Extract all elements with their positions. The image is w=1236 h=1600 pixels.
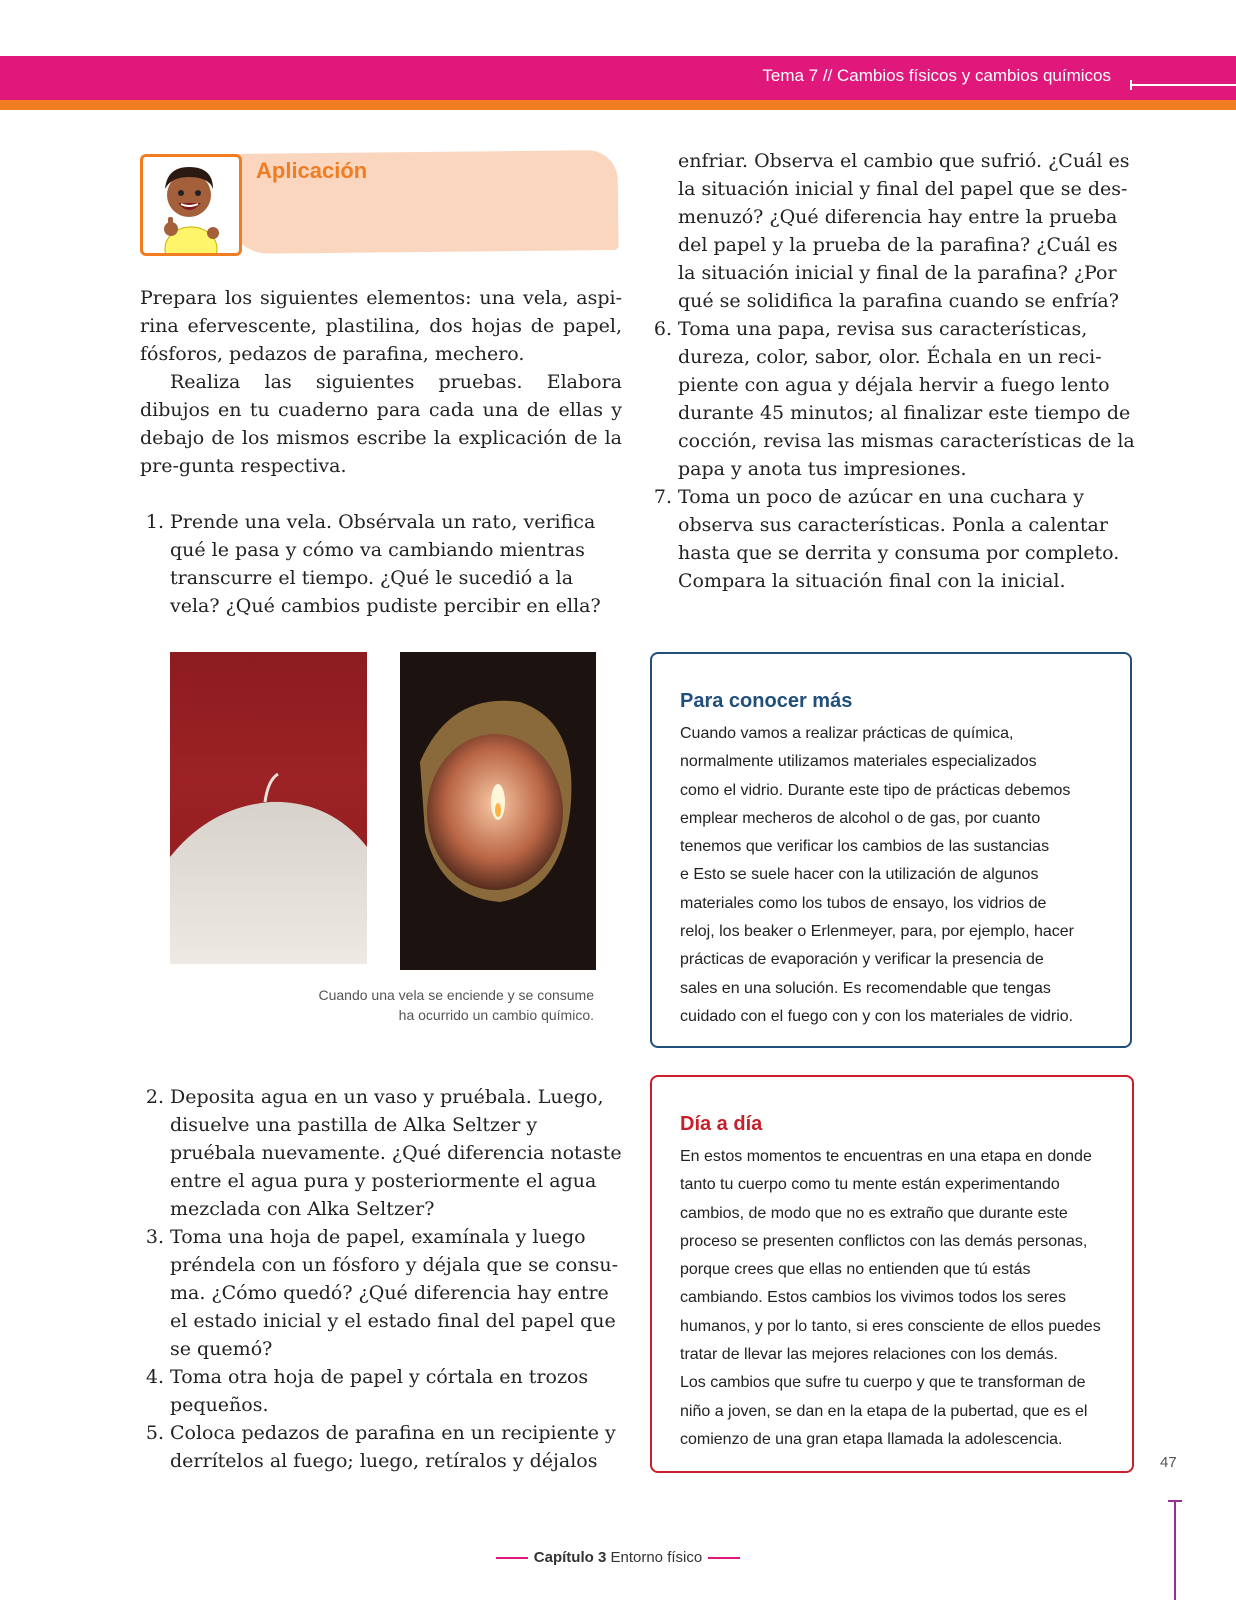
list-item: [648, 315, 1136, 483]
unlit-candle-photo: [170, 652, 367, 964]
item-number: 7.: [653, 486, 672, 508]
left-column-top: [140, 284, 622, 620]
header-rule: [1130, 84, 1236, 86]
caption-line: Cuando una vela se enciende y se consume: [318, 987, 594, 1003]
box-line: porque crees que ellas no entienden que tú estás: [680, 1261, 1031, 1279]
box-line: e Esto se suele hacer con la utilización de algunos: [680, 866, 1039, 884]
box-line: niño a joven, se dan en la etapa de la pubertad, que es el: [680, 1402, 1088, 1420]
box-line: proceso se presenten conflictos con las demás personas,: [680, 1232, 1088, 1250]
item-text: Coloca pedazos de parafina en un recipiente y derrítelos al fuego; luego, retíralos y déjalos: [170, 1422, 616, 1472]
item-text: Toma una papa, revisa sus características, dureza, color, sabor, olor. Échala en un reci-piente con agua y déjala hervir a fuego lento durante 45 minutos; al finalizar este tiempo de cocción, revisa las mismas características de la papa y anota tus impresiones.: [678, 318, 1135, 480]
list-item: [648, 483, 1136, 595]
item-text: Toma otra hoja de papel y córtala en trozos pequeños.: [170, 1366, 589, 1416]
list-item: [140, 1419, 622, 1475]
steps-list-1: [140, 508, 622, 620]
box-line: materiales como los tubos de ensayo, los vidrios de: [680, 894, 1047, 912]
aplicacion-title: Aplicación: [256, 158, 368, 183]
box-line: Cuando vamos a realizar prácticas de química,: [680, 725, 1014, 742]
lit-candle-photo: [400, 652, 596, 970]
right-column-top: [648, 147, 1136, 595]
left-column-bottom: [140, 1083, 622, 1475]
header-rule-tick: [1130, 80, 1132, 90]
list-item: [140, 1223, 622, 1363]
boy-illustration-icon: [140, 154, 242, 256]
page-number: 47: [1160, 1454, 1177, 1471]
item-number: 2.: [145, 1086, 164, 1108]
item-5-continued: enfriar. Observa el cambio que sufrió. ¿Cuál es la situación inicial y final del papel que se des-menuzó? ¿Qué diferencia hay entre la prueba del papel y la prueba de la parafina? ¿Cuál es la situación inicial y final de la parafina? ¿Por qué se solidifica la parafina cuando se enfría?: [678, 150, 1130, 312]
list-item: [140, 1363, 622, 1419]
box-title: Día a día: [680, 1113, 763, 1135]
item-text: Deposita agua en un vaso y pruébala. Luego, disuelve una pastilla de Alka Seltzer y pruébala nuevamente. ¿Qué diferencia notaste entre el agua pura y posteriormente el agua mezclada con Alka Seltzer?: [170, 1086, 622, 1220]
footer-rule-left: [496, 1557, 528, 1559]
box-line: emplear mecheros de alcohol o de gas, por cuanto: [680, 809, 1041, 827]
intro-paragraph-1: Prepara los siguientes elementos: una vela, aspi-rina efervescente, plastilina, dos hojas de papel, fósforos, pedazos de parafina, mechero.: [140, 287, 622, 365]
box-line: tenemos que verificar los cambios de las sustancias: [680, 838, 1050, 856]
item-number: 5.: [145, 1422, 164, 1444]
item-number: 4.: [145, 1366, 164, 1388]
box-line: tratar de llevar las mejores relaciones con los demás.: [680, 1346, 1058, 1364]
steps-list-right: [648, 315, 1136, 595]
caption-line: ha ocurrido un cambio químico.: [398, 1007, 594, 1023]
box-line: tanto tu cuerpo como tu mente están experimentando: [680, 1176, 1060, 1194]
box-line: En estos momentos te encuentras en una etapa en donde: [680, 1148, 1092, 1165]
box-line: como el vidrio. Durante este tipo de prácticas debemos: [680, 781, 1071, 799]
item-number: 3.: [145, 1226, 164, 1248]
item-text: Toma una hoja de papel, examínala y luego préndela con un fósforo y déjala que se consu-ma. ¿Cómo quedó? ¿Qué diferencia hay entre el estado inicial y el estado final del papel que se quemó?: [170, 1226, 618, 1360]
box-line: sales en una solución. Es recomendable que tengas: [680, 979, 1051, 997]
box-line: cambios, de modo que no es extraño que durante este: [680, 1204, 1068, 1222]
item-text: Toma un poco de azúcar en una cuchara y observa sus características. Ponla a calentar hasta que se derrita y consuma por completo. Compara la situación final con la inicial.: [678, 486, 1120, 592]
box-body: [680, 1143, 1120, 1454]
header-accent-stripe: [0, 100, 1236, 110]
item-number: 6.: [653, 318, 672, 340]
item-number: 1.: [145, 511, 164, 533]
list-item: [140, 508, 622, 620]
chapter-name: Entorno físico: [610, 1549, 703, 1566]
box-title: Para conocer más: [680, 690, 853, 712]
box-line: comienzo de una gran etapa llamada la adolescencia.: [680, 1430, 1063, 1448]
box-line: cuidado con el fuego con y con los materiales de vidrio.: [680, 1007, 1074, 1025]
list-item: [140, 1083, 622, 1223]
chapter-label: Capítulo 3: [533, 1549, 607, 1566]
box-line: prácticas de evaporación y verificar la presencia de: [680, 951, 1044, 969]
topic-title: Tema 7 // Cambios físicos y cambios químicos: [762, 66, 1111, 85]
box-line: reloj, los beaker o Erlenmeyer, para, por ejemplo, hacer: [680, 923, 1074, 941]
footer-rule-right: [708, 1557, 740, 1559]
box-line: Los cambios que sufre tu cuerpo y que te transforman de: [680, 1374, 1086, 1392]
box-line: normalmente utilizamos materiales especializados: [680, 753, 1037, 771]
dia-a-dia-box: [650, 1075, 1134, 1473]
aplicacion-section: [138, 150, 622, 260]
item-text: Prende una vela. Obsérvala un rato, verifica qué le pasa y cómo va cambiando mientras transcurre el tiempo. ¿Qué le sucedió a la vela? ¿Qué cambios pudiste percibir en ella?: [170, 511, 601, 617]
photo-caption: [240, 985, 594, 1025]
chapter-footer: [0, 1549, 1236, 1566]
steps-list-2: [140, 1083, 622, 1475]
box-body: [680, 720, 1120, 1031]
box-line: cambiando. Estos cambios los vivimos todos los seres: [680, 1289, 1066, 1307]
box-line: humanos, y por lo tanto, si eres consciente de ellos puedes: [680, 1317, 1101, 1335]
para-conocer-mas-box: [650, 652, 1132, 1048]
intro-paragraph-2: Realiza las siguientes pruebas. Elabora dibujos en tu cuaderno para cada una de ellas y debajo de los mismos escribe la explicación de la pre-gunta respectiva.: [140, 371, 622, 477]
